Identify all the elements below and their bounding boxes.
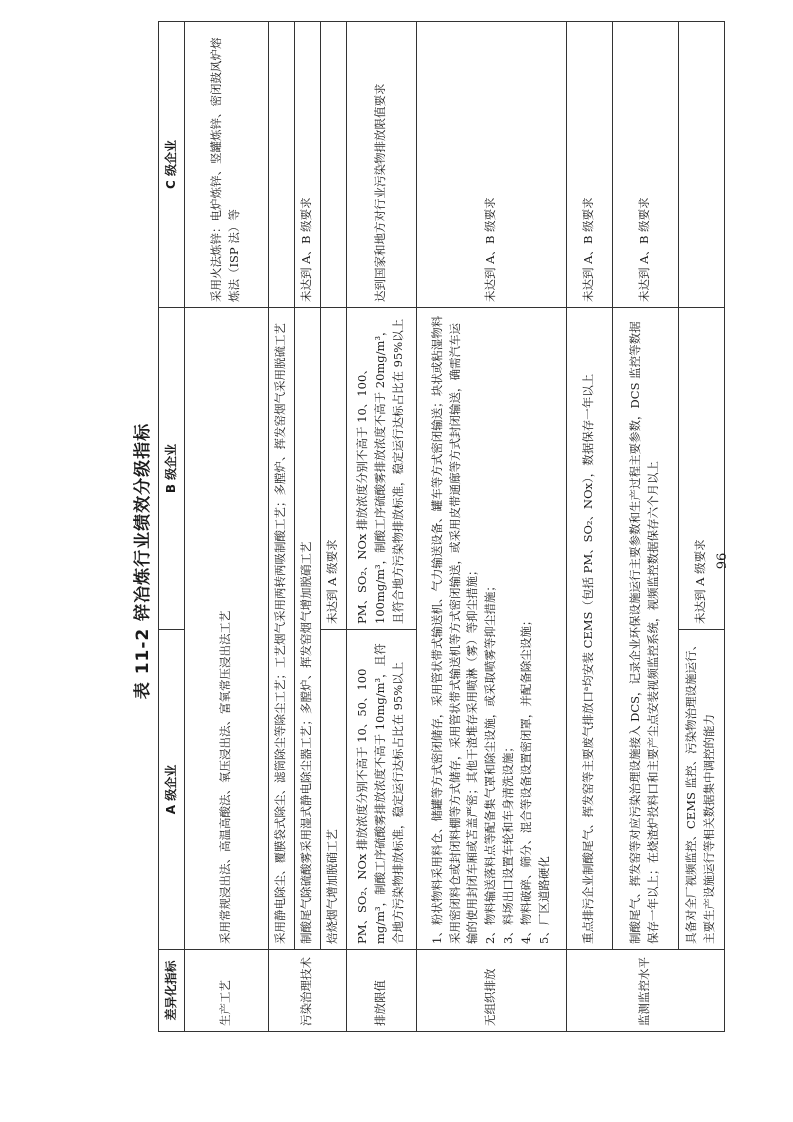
fugitive-item-1: 1、粉状物料采用料仓、储罐等方式密闭储存，采用管状带式输送机、气力输送设备、罐车等方式密闭输送；块状或粘湿物料采用密闭料仓或封闭料棚等方式储存，采用管状带式输送机等方式密闭输送，或采用皮带通廊等方式封闭输送，确需汽车运输的使用封闭车厢或苫盖严密；其他干渣堆存采用喷淋（雾）等抑尘措施； [429,315,480,944]
indicator-production: 生产工艺 [184,950,268,1032]
indicator-treatment: 污染治理技术 [268,950,346,1032]
treatment-c-empty [268,22,294,308]
table-title: 表 11-2 锌冶炼行业绩效分级指标 [133,422,153,700]
treatment-a-requirement-3: 焙烧烟气增加脱硝工艺 [320,630,346,950]
header-indicator: 差异化指标 [159,950,185,1032]
production-ab-requirement: 采用常规浸出法、高温高酸法、氧压浸出法、富氧常压浸出法工艺 [184,308,268,950]
monitoring-c-requirement-1: 未达到 A、B 级要求 [566,22,612,308]
row-fugitive [416,22,566,1032]
treatment-c-requirement: 未达到 A、B 级要求 [294,22,320,308]
fugitive-item-3: 3、料场出口设置车轮和车身清洗设施； [501,741,515,944]
row-monitoring-1 [566,22,612,1032]
fugitive-item-2: 2、物料输送落料点等配备集气罩和除尘设施，或采取喷雾等抑尘措施； [483,580,498,944]
row-treatment-3 [320,22,346,1032]
treatment-a-requirement-2: 制酸尾气除硫酸雾采用湿式静电除尘器工艺；多膛炉、挥发窑烟气增加脱硝工艺 [294,308,320,950]
treatment-c-empty-3 [320,22,346,308]
indicator-fugitive: 无组织排放 [416,950,566,1032]
fugitive-ab-requirement [416,308,566,950]
monitoring-a-requirement-3: 具备对全厂视频监控、CEMS 监控、污染物治理设施运行、主要生产设施运行等相关数据集中调控的能力 [678,630,724,950]
emission-b-requirement: PM、SO₂、NOx 排放浓度分别不高于 10、100、100mg/m³，制酸工序硫酸雾排放浓度不高于 20mg/m³，且符合地方污染物排放标准，稳定运行达标占比在 95%以上 [346,308,416,630]
header-b-level: B 级企业 [159,308,185,630]
monitoring-c-requirement-2: 未达到 A、B 级要求 [612,22,678,308]
monitoring-ab-requirement-2: 制酸尾气、挥发窑等对应污染治理设施接入 DCS，记录企业环保设施运行主要参数和生产过程主要参数，DCS 监控等数据保存一年以上；在烧渣炉投料口和主要产尘点安装视频监控系统，视频监控数据保存六个月以上 [612,308,678,950]
treatment-b-requirement-3: 未达到 A 级要求 [320,308,346,630]
fugitive-c-requirement: 未达到 A、B 级要求 [416,22,566,308]
header-a-level: A 级企业 [159,630,185,950]
row-treatment-1 [268,22,294,1032]
header-c-level: C 级企业 [159,22,185,308]
fugitive-item-5: 5、厂区道路硬化 [536,856,551,944]
performance-grading-table [158,21,725,1032]
page-number: 96 [715,552,730,570]
emission-c-requirement: 达到国家和地方对行业污染物排放限值要求 [346,22,416,308]
indicator-emission: 排放限值 [346,950,416,1032]
emission-a-requirement: PM、SO₂、NOx 排放浓度分别不高于 10、50、100 mg/m³，制酸工序硫酸雾排放浓度不高于 10mg/m³，且符合地方污染物排放标准，稳定运行达标占比在 95%以上 [346,630,416,950]
treatment-ab-requirement: 采用静电除尘、覆膜袋式除尘、滤筒除尘等除尘工艺；工艺烟气采用两转两吸制酸工艺；多膛炉、挥发窑烟气采用脱硫工艺 [268,308,294,950]
fugitive-item-4: 4、物料破碎、筛分、混合等设备设置密闭罩，并配备除尘设施； [518,614,533,944]
row-production [184,22,268,1032]
monitoring-ab-requirement-1: 重点排污企业制酸尾气、挥发窑等主要废气排放口ᵃ均安装 CEMS（包括 PM、SO₂、NOx），数据保存一年以上 [566,308,612,950]
production-c-requirement: 采用火法炼锌：电炉炼锌、竖罐炼锌、密闭鼓风炉熔炼法（ISP 法）等 [184,22,268,308]
row-emission [346,22,416,1032]
indicator-monitoring: 监测监控水平 [566,950,724,1032]
header-row [159,22,185,1032]
row-monitoring-2 [612,22,678,1032]
monitoring-b-requirement-3: 未达到 A 级要求 [678,308,724,630]
row-treatment-2 [294,22,320,1032]
